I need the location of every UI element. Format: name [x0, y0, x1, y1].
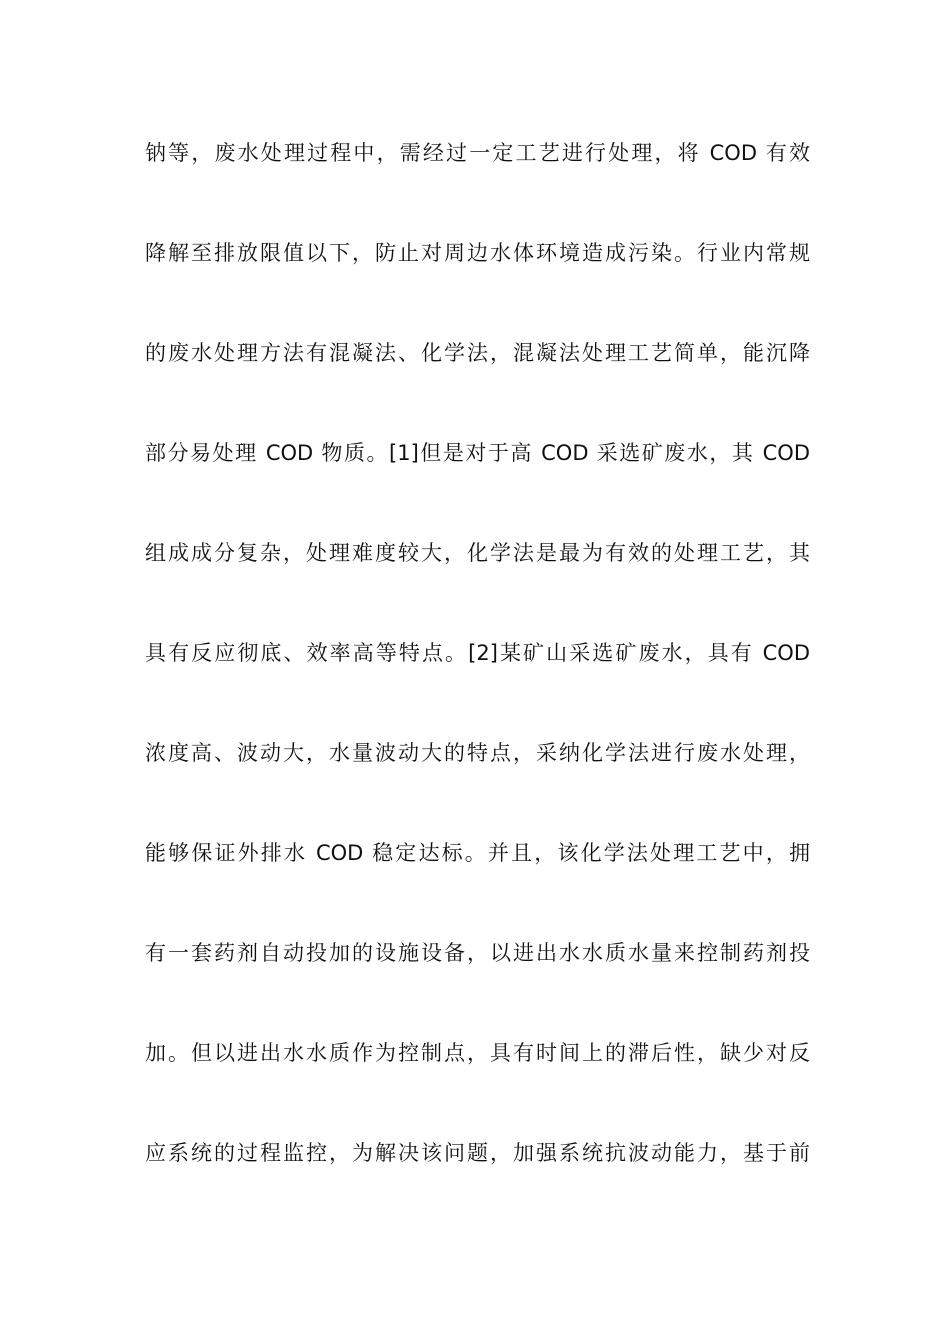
paragraph-line: 能够保证外排水 COD 稳定达标。并且，该化学法处理工艺中，拥 [145, 841, 810, 865]
paragraph-line: 的废水处理方法有混凝法、化学法，混凝法处理工艺简单，能沉降 [145, 341, 810, 365]
paragraph-line: 降解至排放限值以下，防止对周边水体环境造成污染。行业内常规 [145, 241, 810, 265]
paragraph-line: 有一套药剂自动投加的设施设备，以进出水水质水量来控制药剂投 [145, 941, 810, 965]
paragraph-line: 部分易处理 COD 物质。[1]但是对于高 COD 采选矿废水，其 COD [145, 441, 810, 465]
paragraph-line: 具有反应彻底、效率高等特点。[2]某矿山采选矿废水，具有 COD [145, 641, 810, 665]
paragraph-line: 加。但以进出水水质作为控制点，具有时间上的滞后性，缺少对反 [145, 1041, 810, 1065]
paragraph-line: 钠等，废水处理过程中，需经过一定工艺进行处理，将 COD 有效 [145, 141, 810, 165]
paragraph-line: 浓度高、波动大，水量波动大的特点，采纳化学法进行废水处理， [145, 741, 810, 765]
paragraph-line: 应系统的过程监控，为解决该问题，加强系统抗波动能力，基于前 [145, 1141, 810, 1165]
paragraph-line: 组成成分复杂，处理难度较大，化学法是最为有效的处理工艺，其 [145, 541, 810, 565]
